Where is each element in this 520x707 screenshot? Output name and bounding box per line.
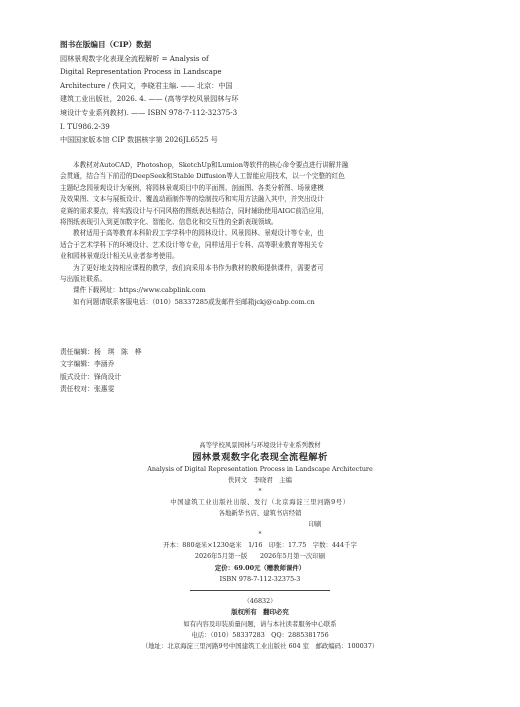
copyright-notice: 版权所有 翻印必究 xyxy=(231,608,289,617)
publisher: 中国建筑工业出版社出版、发行（北京海淀三里河路9号） xyxy=(170,497,350,506)
star-separator: * xyxy=(258,487,262,495)
edition-info: 2026年5月第一版 2026年5月第一次印刷 xyxy=(194,552,326,561)
intro-line: 业和园林景观设计相关从业者参考使用。 xyxy=(60,252,179,261)
star-separator: * xyxy=(258,531,262,539)
contact-info: 如有问题请联系客服电话：（010）58337285或发邮件至邮箱jckj@cabp.com.cn xyxy=(73,297,315,306)
intro-line: 本教材对AutoCAD，Photoshop，SketchUp和Lumion等软件的核心命令要点进行讲解并融 xyxy=(73,161,349,169)
cip-line: Ⅰ. TU986.2-39 xyxy=(60,121,110,131)
intro-line: 与出版社联系。 xyxy=(60,275,107,284)
distributor: 各地新华书店、建筑书店经销 xyxy=(218,508,302,517)
editor-credit: 责任校对：张惠雯 xyxy=(60,385,115,394)
english-title: Analysis of Digital Representation Process in Landscape Architecture xyxy=(147,465,373,474)
courseware-website: 课件下载网址：https://www.cabplink.com xyxy=(73,286,206,295)
cip-line: Digital Representation Process in Landscape xyxy=(60,67,222,77)
editor-credit: 责任编辑：杨 琪 陈 桦 xyxy=(60,348,142,356)
cip-line: 建筑工业出版社，2026. 4. —— (高等学校风景园林与环 xyxy=(60,94,239,104)
book-code: （46832） xyxy=(243,597,277,606)
intro-line: 主题纪念园景观设计为案例，将园林景观项目中的平面图、剖面图、各类分析图、场景建模 xyxy=(60,183,324,192)
intro-line: 及效果图、文本与展板设计、覆盖动画制作等的绘制技巧和实用方法融入其中，并突出设计 xyxy=(60,195,324,204)
cip-line: Architecture / 佚同文，李晓君主编. —— 北京：中国 xyxy=(60,80,233,90)
price: 定价：69.00元（赠教师课件） xyxy=(214,563,306,572)
printer: 印刷 xyxy=(308,520,322,529)
cip-line: 中国国家版本馆 CIP 数据核字第 2026JL6525 号 xyxy=(60,135,218,145)
intro-line: 将图纸表现引入到更加数字化、智能化、信息化和交互性的全新表现领域。 xyxy=(60,218,278,227)
intro-line: 竞赛的需求要点，将实践设计与不同风格的图纸表达相结合，同时辅助使用AIGC前沿应用， xyxy=(60,206,329,215)
book-title: 园林景观数字化表现全流程解析 xyxy=(192,452,328,464)
isbn: ISBN 978-7-112-32375-3 xyxy=(219,574,301,583)
intro-line: 会贯通，结合当下前沿的DeepSeek和Stable Diffusion等人工智能应用技术，以一个完整的红色 xyxy=(60,172,345,181)
editor-credit: 文字编辑：李涵乔 xyxy=(60,360,115,369)
intro-line: 教材适用于高等教育本科阶段工学学科中的园林设计、风景园林、景观设计等专业，也 xyxy=(73,229,324,238)
cip-line: 境设计专业系列教材). —— ISBN 978-7-112-32375-3 xyxy=(60,107,238,117)
editor-credits xyxy=(60,346,142,396)
print-specs: 开本：880毫米×1230毫米 1/16 印张：17.75 字数：444千字 xyxy=(163,541,357,550)
colophon xyxy=(60,440,460,652)
quality-notice: 如有内容及印装质量问题，请与本社读者服务中心联系 xyxy=(183,619,337,628)
editor-credit: 版式设计：锋尚设计 xyxy=(60,372,122,381)
divider xyxy=(60,585,460,596)
publisher-address: （地址：北京海淀三里河路9号中国建筑工业出版社 604 室 邮政编码：100037） xyxy=(141,642,379,651)
intro-line: 为了更好地支持相应课程的教学，我们向采用本书作为教材的教师提供课件，需要者可 xyxy=(73,263,324,272)
service-phone: 电话：（010）58337283 QQ：2885381756 xyxy=(191,630,329,639)
book-introduction xyxy=(60,160,496,308)
authors: 佚同文 李晓君 主编 xyxy=(228,476,292,485)
cip-line: 园林景观数字化表现全流程解析 = Analysis of xyxy=(60,53,209,63)
cip-block xyxy=(60,38,238,147)
series-name: 高等学校风景园林与环境设计专业系列教材 xyxy=(199,441,321,449)
cip-title: 图书在版编目（CIP）数据 xyxy=(60,40,152,49)
intro-line: 适合于艺术学科下的环境设计、艺术设计等专业，同样适用于专科、高等职业教育等相关专 xyxy=(60,240,324,249)
